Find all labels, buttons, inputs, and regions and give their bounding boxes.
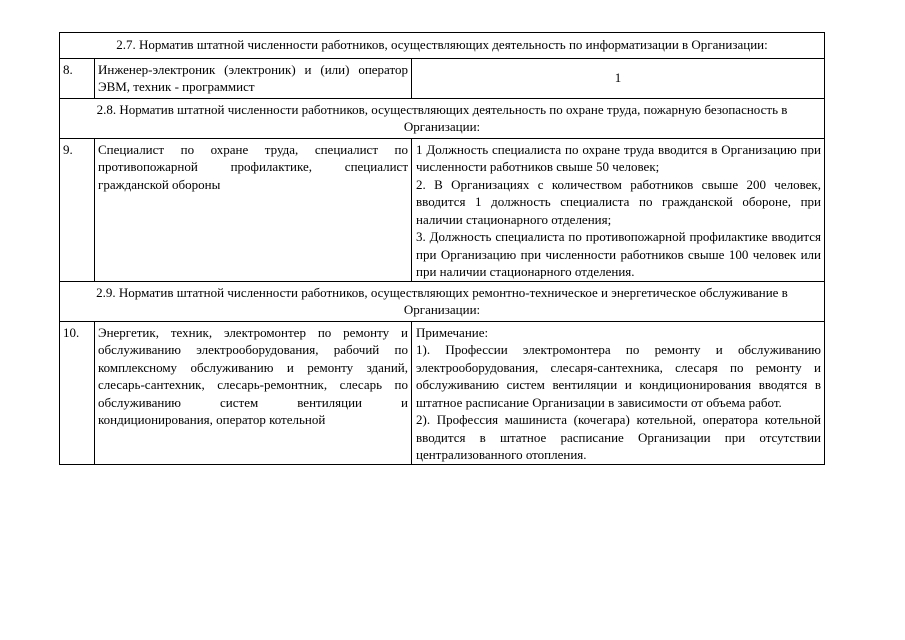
table-row [60,321,825,464]
note-line: Примечание: [416,324,489,340]
section-heading-row [60,98,825,138]
position-name: Инженер-электроник (электроник) и (или) оператор ЭВМ, техник - программист [95,58,412,98]
note-line: 1 Должность специалиста по охране труда вводится в Организацию при численности работников свыше 50 человек; [416,141,821,174]
position-name: Энергетик, техник, электромонтер по ремонту и обслуживанию электрооборудования, рабочий по комплексному обслуживанию и ремонту зданий, слесарь-сантехник, слесарь-ремонтник, слесарь по обслуживанию систем вентиляции и кондиционирования, оператор котельной [95,321,412,464]
section-heading-2-9: 2.9. Норматив штатной численности работников, осуществляющих ремонтно-техническое и энергетическое обслуживание в Организации: [60,281,825,321]
staff-norm-notes [412,321,825,464]
section-heading-2-8: 2.8. Норматив штатной численности работников, осуществляющих деятельность по охране труда, пожарную безопасность в Организации: [60,98,825,138]
note-line: 2). Профессия машиниста (кочегара) котельной, оператора котельной вводится в штатное расписание Организации при отсутствии централизованного отопления. [416,412,821,462]
table-row [60,58,825,98]
section-heading-row [60,281,825,321]
note-line: 3. Должность специалиста по противопожарной профилактике вводится при Организацию при численности работников свыше 100 человек или при наличии стационарного отделения. [416,229,821,279]
row-number: 10. [60,321,95,464]
row-number: 8. [60,58,95,98]
note-line: 1). Профессии электромонтера по ремонту и обслуживанию электрооборудования, слесаря-сантехника, слесаря по ремонту и обслуживанию систем вентиляции и кондиционирования вводятся в штатное расписание Организации в зависимости от объема работ. [416,342,821,410]
table-row [60,138,825,281]
staff-norm-notes [412,138,825,281]
position-name: Специалист по охране труда, специалист по противопожарной профилактике, специалист гражданской обороны [95,138,412,281]
section-heading-2-7: 2.7. Норматив штатной численности работников, осуществляющих деятельность по информатизации в Организации: [60,33,825,59]
section-heading-row [60,33,825,59]
staff-norm-value: 1 [412,58,825,98]
note-line: 2. В Организациях с количеством работников свыше 200 человек, вводится 1 должность специалиста по гражданской обороне, при наличии стационарного отделения; [416,176,821,227]
row-number: 9. [60,138,95,281]
staffing-norms-table [59,32,825,465]
